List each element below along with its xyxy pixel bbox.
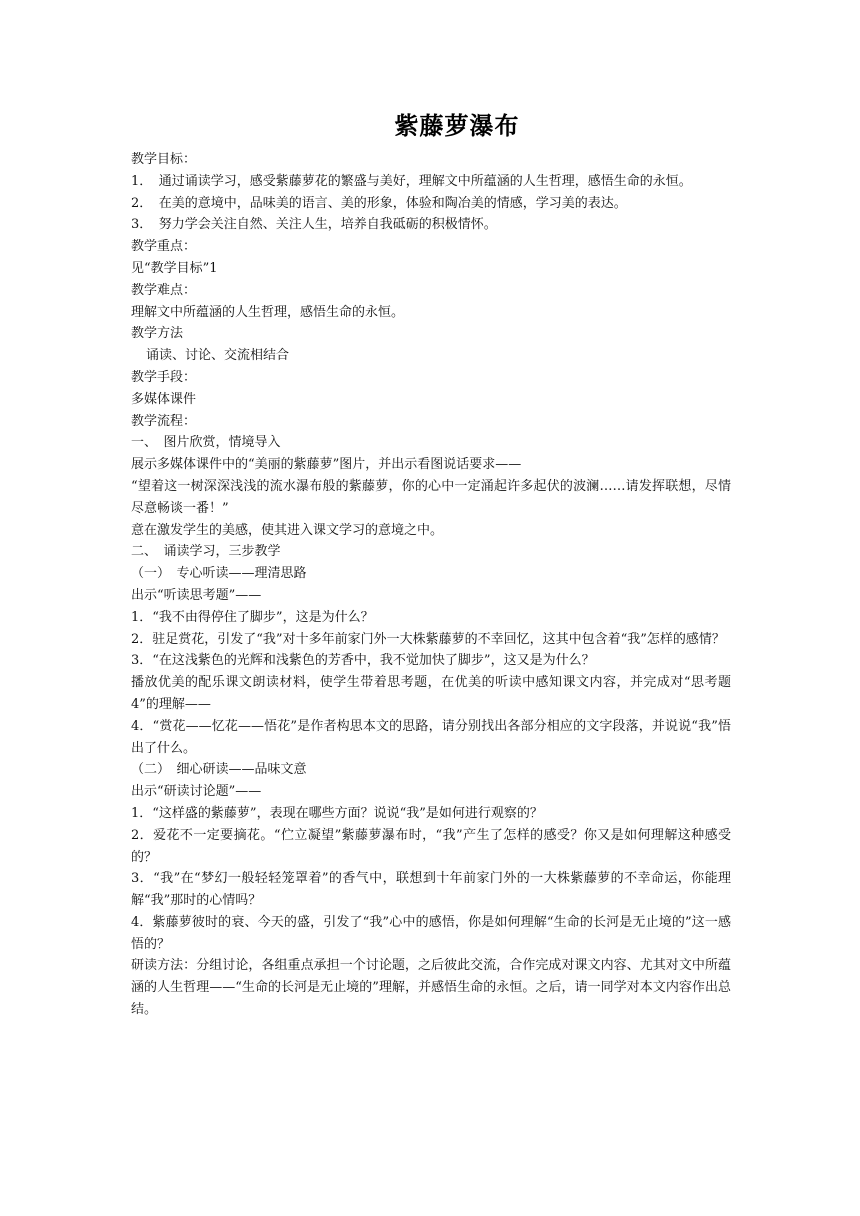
substep-1-heading: （一） 专心听读——理清思路	[131, 566, 307, 582]
difficulties-text: 理解文中所蕴涵的人生哲理，感悟生命的永恒。	[131, 304, 405, 320]
discussion-questions-intro: 出示“研读讨论题”——	[131, 784, 262, 800]
discussion-method-text: 研读方法：分组讨论，各组重点承担一个讨论题，之后彼此交流，合作完成对课文内容、尤其对文中所蕴涵的人生哲理——“生命的长河是无止境的”理解，并感悟生命的永恒。之后，请一同学对本文内容作出总结。	[131, 958, 731, 1018]
listening-question-3: 3．“在这浅紫色的光辉和浅紫色的芳香中，我不觉加快了脚步”，这又是为什么？	[131, 653, 595, 669]
process-step-1-purpose: 意在激发学生的美感，使其进入课文学习的意境之中。	[131, 522, 444, 538]
discussion-question-1: 1．“这样盛的紫藤萝”，表现在哪些方面？说说“我”是如何进行观察的？	[131, 805, 543, 821]
section-heading-means: 教学手段：	[131, 369, 197, 385]
process-step-1-text: 展示多媒体课件中的“美丽的紫藤萝”图片，并出示看图说话要求——	[131, 457, 522, 473]
section-heading-key-points: 教学重点：	[131, 239, 197, 255]
objective-item-3: 3． 努力学会关注自然、关注人生，培养自我砥砺的积极情怀。	[131, 217, 497, 233]
section-heading-objectives: 教学目标：	[131, 152, 197, 167]
listening-question-1: 1．“我不由得停住了脚步”，这是为什么？	[131, 609, 374, 625]
listening-question-2: 2．驻足赏花，引发了“我”对十多年前家门外一大株紫藤萝的不幸回忆，这其中包含着“我”怎样的感情？	[131, 631, 725, 647]
process-step-2-heading: 二、 诵读学习，三步教学	[131, 544, 281, 560]
document-body	[131, 149, 731, 1021]
process-step-1-quote: “望着这一树深深浅浅的流水瀑布般的紫藤萝，你的心中一定涌起许多起伏的波澜……请发挥联想，尽情尽意畅谈一番！”	[131, 478, 731, 516]
section-heading-process: 教学流程：	[131, 413, 197, 429]
process-step-1-heading: 一、 图片欣赏，情境导入	[131, 435, 281, 451]
listening-question-4: 4．“赏花——忆花——悟花”是作者构思本文的思路，请分别找出各部分相应的文字段落，并说说“我”悟出了什么。	[131, 718, 731, 756]
methods-text: 诵读、讨论、交流相结合	[146, 348, 290, 364]
discussion-question-2: 2．爱花不一定要摘花。“伫立凝望”紫藤萝瀑布时，“我”产生了怎样的感受？你又是如何理解这种感受的？	[131, 827, 731, 865]
objective-item-2: 2． 在美的意境中，品味美的语言、美的形象，体验和陶冶美的情感，学习美的表达。	[131, 195, 627, 211]
document-title: 紫藤萝瀑布	[394, 112, 520, 140]
key-points-text: 见“教学目标”1	[131, 260, 218, 276]
means-text: 多媒体课件	[131, 391, 197, 407]
section-heading-methods: 教学方法	[131, 326, 184, 342]
substep-2-heading: （二） 细心研读——品味文意	[131, 762, 307, 778]
discussion-question-4: 4．紫藤萝彼时的衰、今天的盛，引发了“我”心中的感悟，你是如何理解“生命的长河是无止境的”这一感悟的？	[131, 914, 731, 952]
section-heading-difficulties: 教学难点：	[131, 282, 197, 298]
listening-activity-text: 播放优美的配乐课文朗读材料，使学生带着思考题，在优美的听读中感知课文内容，并完成对“思考题 4”的理解——	[131, 675, 731, 712]
discussion-question-3: 3．“我”在“梦幻一般轻轻笼罩着”的香气中，联想到十年前家门外的一大株紫藤萝的不幸命运，你能理解“我”那时的心情吗？	[131, 871, 731, 909]
listening-questions-intro: 出示“听读思考题”——	[131, 587, 262, 603]
objective-item-1: 1． 通过诵读学习，感受紫藤萝花的繁盛与美好，理解文中所蕴涵的人生哲理，感悟生命的永恒。	[131, 173, 692, 189]
